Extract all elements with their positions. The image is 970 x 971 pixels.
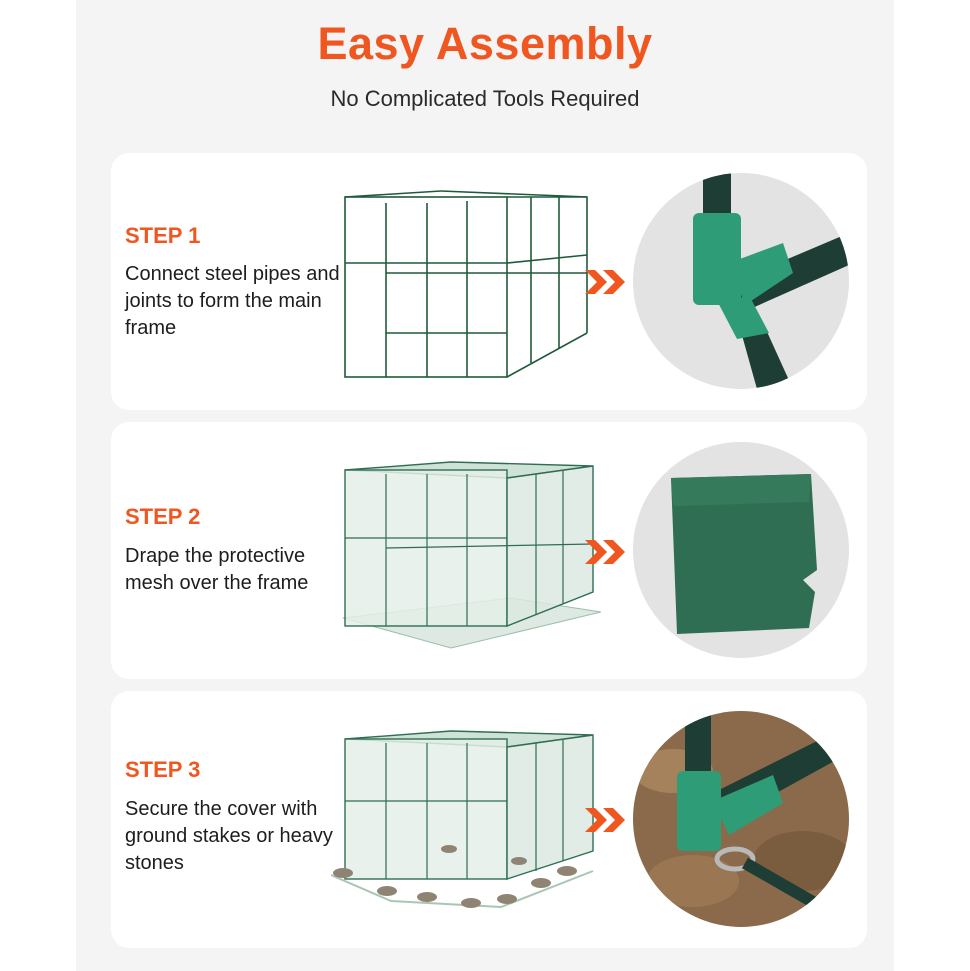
double-chevron-right-icon	[583, 536, 629, 568]
step-card-1	[111, 153, 867, 410]
double-chevron-right-icon	[583, 266, 629, 298]
step-label: STEP 3	[125, 757, 201, 782]
bare-steel-frame-image	[331, 183, 601, 383]
mesh-covered-frame-image	[331, 452, 601, 652]
ground-stake-in-soil-closeup-image	[633, 711, 849, 927]
step-card-3	[111, 691, 867, 948]
green-mesh-fabric-closeup-image	[633, 442, 849, 658]
double-chevron-right-icon	[583, 804, 629, 836]
secured-frame-with-stakes-image	[331, 721, 601, 921]
step-description: Secure the cover with ground stakes or heavy stones	[125, 798, 333, 874]
step-description: Drape the protective mesh over the frame	[125, 545, 309, 594]
page-title: Easy Assembly	[317, 18, 653, 69]
step-label: STEP 1	[125, 223, 201, 248]
pipe-joint-closeup-image	[633, 173, 849, 389]
step-card-2	[111, 422, 867, 679]
page-subtitle: No Complicated Tools Required	[330, 86, 640, 111]
step-label: STEP 2	[125, 504, 201, 529]
step-description: Connect steel pipes and joints to form the main frame	[125, 263, 340, 339]
